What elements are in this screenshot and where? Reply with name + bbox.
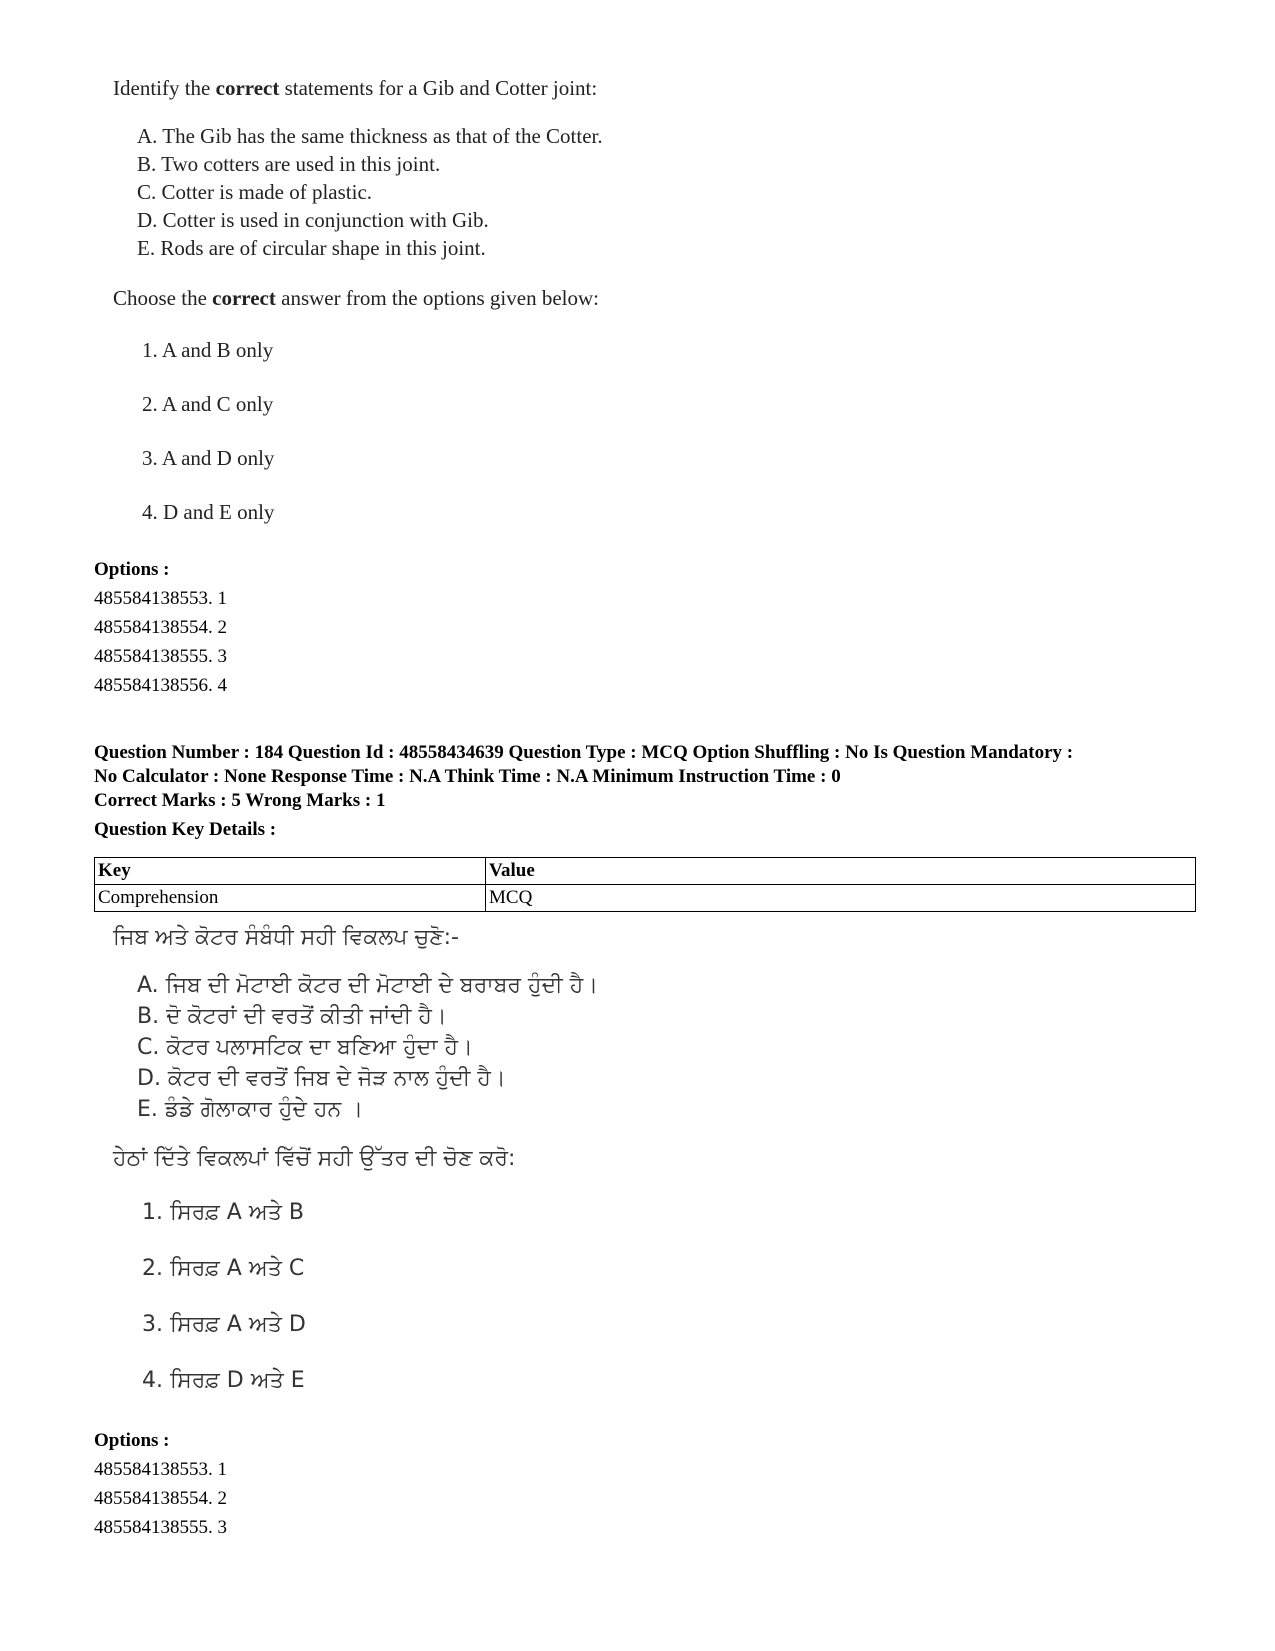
question-meta-line2: No Calculator : None Response Time : N.A Think Time : N.A Minimum Instruction Time : 0: [94, 766, 841, 787]
statement-list: [113, 970, 598, 1125]
option-item: 485584138555. 3: [94, 646, 227, 667]
statement-item: A. The Gib has the same thickness as that of the Cotter.: [137, 124, 603, 148]
statement-item: E. Rods are of circular shape in this joint.: [137, 236, 486, 260]
answer-instruction: ਹੇਠਾਂ ਦਿੱਤੇ ਵਿਕਲਪਾਂ ਵਿੱਚੋਂ ਸਹੀ ਉੱਤਰ ਦੀ ਚੋਣ ਕਰੋ:: [113, 1146, 516, 1171]
punjabi-question-image: [113, 924, 598, 1395]
key-details-table: [94, 857, 1196, 912]
choice-item: 2. ਸਿਰਫ਼ A ਅਤੇ C: [142, 1256, 305, 1281]
choice-item: 4. D and E only: [142, 500, 275, 524]
answer-instruction: Choose the correct answer from the options given below:: [113, 286, 599, 310]
key-details-label: Question Key Details :: [94, 819, 277, 840]
option-item: 485584138554. 2: [94, 617, 227, 638]
statement-item: B. ਦੋ ਕੋਟਰਾਂ ਦੀ ਵਰਤੋਂ ਕੀਤੀ ਜਾਂਦੀ ਹੈ।: [137, 1004, 447, 1029]
statement-item: B. Two cotters are used in this joint.: [137, 152, 441, 176]
choice-list: [113, 336, 603, 526]
question-meta-line1: Question Number : 184 Question Id : 48558434639 Question Type : MCQ Option Shuffling : No Is Question Mandatory :: [94, 742, 1074, 763]
statement-item: D. ਕੋਟਰ ਦੀ ਵਰਤੋਂ ਜਿਬ ਦੇ ਜੋੜ ਨਾਲ ਹੁੰਦੀ ਹੈ।: [137, 1066, 506, 1091]
choice-list: [113, 1199, 598, 1395]
choice-item: 3. ਸਿਰਫ਼ A ਅਤੇ D: [142, 1312, 306, 1337]
marks-line: Correct Marks : 5 Wrong Marks : 1: [94, 790, 386, 811]
option-item: 485584138553. 1: [94, 588, 227, 609]
options-label: Options :: [94, 1430, 170, 1451]
choice-item: 4. ਸਿਰਫ਼ D ਅਤੇ E: [142, 1368, 305, 1393]
statement-item: A. ਜਿਬ ਦੀ ਮੋਟਾਈ ਕੋਟਰ ਦੀ ਮੋਟਾਈ ਦੇ ਬਰਾਬਰ ਹੁੰਦੀ ਹੈ।: [137, 973, 599, 998]
statement-list: [113, 122, 603, 262]
statement-item: E. ਡੰਡੇ ਗੋਲਾਕਾਰ ਹੁੰਦੇ ਹਨ ।: [137, 1097, 364, 1122]
english-question-image: [113, 74, 603, 526]
question-meta: [94, 741, 1194, 789]
question-stem: Identify the correct statements for a Gib and Cotter joint:: [113, 76, 598, 100]
option-item: 485584138553. 1: [94, 1459, 227, 1480]
options-list: [94, 1455, 227, 1542]
option-item: 485584138555. 3: [94, 1517, 227, 1538]
options-label: Options :: [94, 559, 170, 580]
table-cell: Comprehension: [95, 885, 486, 912]
statement-item: C. Cotter is made of plastic.: [137, 180, 373, 204]
question-stem: ਜਿਬ ਅਤੇ ਕੋਟਰ ਸੰਬੰਧੀ ਸਹੀ ਵਿਕਲਪ ਚੁਣੋ:-: [113, 925, 459, 950]
table-cell: MCQ: [486, 885, 1196, 912]
options-list: [94, 584, 227, 700]
option-item: 485584138556. 4: [94, 675, 227, 696]
choice-item: 3. A and D only: [142, 446, 275, 470]
choice-item: 2. A and C only: [142, 392, 274, 416]
table-header-row: [95, 858, 1196, 885]
table-row: [95, 885, 1196, 912]
option-item: 485584138554. 2: [94, 1488, 227, 1509]
statement-item: D. Cotter is used in conjunction with Gib.: [137, 208, 489, 232]
choice-item: 1. A and B only: [142, 338, 274, 362]
table-header-key: Key: [95, 858, 486, 885]
table-header-value: Value: [486, 858, 1196, 885]
choice-item: 1. ਸਿਰਫ਼ A ਅਤੇ B: [142, 1200, 304, 1225]
statement-item: C. ਕੋਟਰ ਪਲਾਸਟਿਕ ਦਾ ਬਣਿਆ ਹੁੰਦਾ ਹੈ।: [137, 1035, 473, 1060]
